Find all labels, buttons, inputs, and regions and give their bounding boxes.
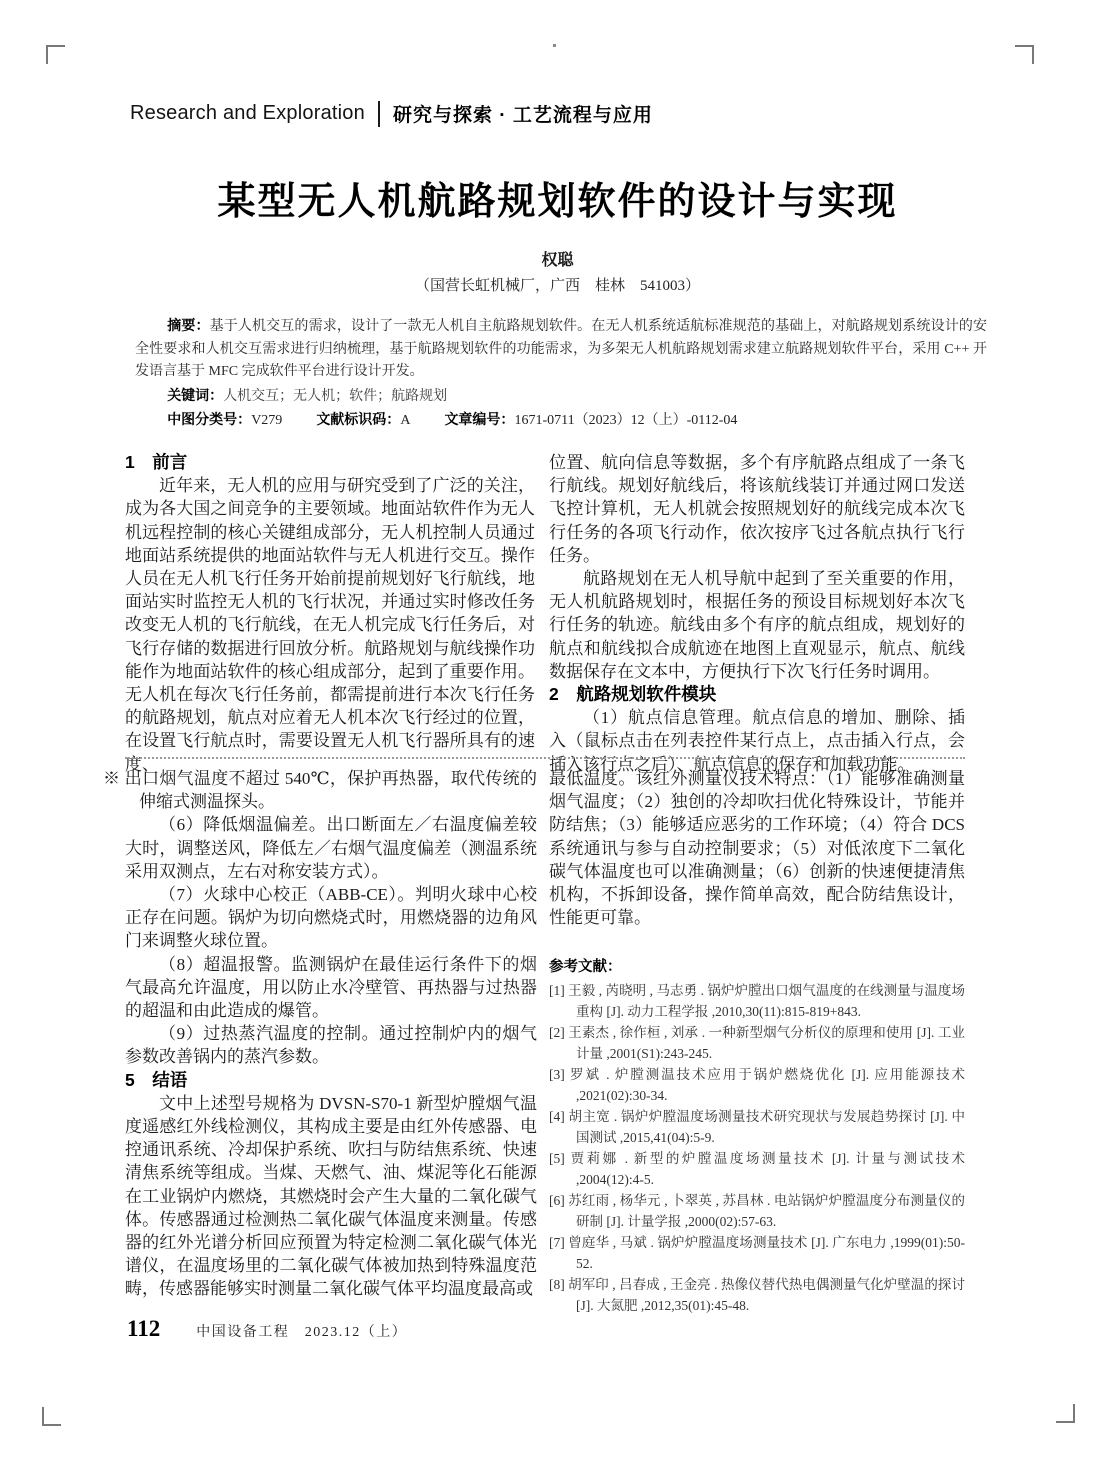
doc-code-label: 文献标识码： — [316, 411, 401, 427]
article-divider — [125, 757, 965, 759]
running-head-separator — [378, 101, 380, 127]
abstract-paragraph — [135, 314, 987, 384]
abstract-label: 摘要： — [167, 317, 210, 333]
running-head-chinese: 研究与探索 · 工艺流程与应用 — [392, 105, 653, 126]
author-name: 权聪 — [541, 252, 574, 269]
intro-paragraph-left: 近年来，无人机的应用与研究受到了广泛的关注，成为各大国之间竞争的主要领域。地面站软件作为无人机远程控制的核心关键组成部分，无人机控制人员通过地面站系统提供的地面站软件与无人机进行交互。操作人员在无人机飞行任务开始前提前规划好飞行航线，地面站实时监控无人机的飞行状况，并通过实时修改任务改变无人机的飞行航线，在无人机完成飞行任务后，对飞行存储的数据进行回放分析。航路规划与航线操作功能作为地面站软件的核心组成部分，起到了重要作用。无人机在每次飞行任务前，都需提前进行本次飞行任务的航路规划，航点对应着无人机本次飞行经过的位置，在设置飞行航点时，需要设置无人机飞行器所具有的速度、 — [125, 476, 535, 774]
item-6-paragraph: （6）降低烟温偏差。出口断面左／右温度偏差较大时，调整送风，降低左／右烟气温度偏差（测温系统采用双测点，左右对称安装方式）。 — [125, 815, 537, 881]
doc-code-value: A — [400, 413, 411, 428]
running-head — [130, 100, 653, 127]
crop-mark-top-left — [46, 45, 65, 64]
intro-paragraph-right: 位置、航向信息等数据，多个有序航路点组成了一条飞行航线。规划好航线后，将该航线装订并通过网口发送飞控计算机，无人机就会按照规划好的航线完成本次飞行任务的各项飞行动作，依次按序飞过各航点执行飞行任务。 — [549, 453, 965, 565]
reference-item: [1] 王毅 , 芮晓明 , 马志勇 . 锅炉炉膛出口烟气温度的在线测量与温度场重构 [J]. 动力工程学报 ,2010,30(11):815-819+843. — [549, 982, 965, 1019]
reference-item: [5] 贾莉娜 . 新型的炉膛温度场测量技术 [J]. 计量与测试技术 ,2004(12):4-5. — [549, 1150, 965, 1187]
article-meta-block — [135, 314, 987, 433]
keywords-line — [135, 384, 987, 409]
article-no-value: 1671-0711（2023）12（上）-0112-04 — [514, 413, 738, 428]
crop-mark-bottom-right — [1056, 1404, 1075, 1423]
references-heading: 参考文献： — [549, 959, 622, 976]
section-heading-5: 5 结语 — [125, 1069, 188, 1090]
footnote-marked-paragraph: ※ 出口烟气温度不超过 540℃，保护再热器，取代传统的伸缩式测温探头。 — [103, 769, 537, 812]
item-7-paragraph: （7）火球中心校正（ABB-CE）。判明火球中心校正存在问题。锅炉为切向燃烧式时，用燃烧器的边角风门来调整火球位置。 — [125, 885, 537, 951]
reference-item: [7] 曾庭华 , 马斌 . 锅炉炉膛温度场测量技术 [J]. 广东电力 ,1999(01):50-52. — [549, 1234, 965, 1271]
continued-column-left — [103, 767, 537, 1301]
conclusion-paragraph: 文中上述型号规格为 DVSN-S70-1 新型炉膛烟气温度遥感红外线检测仪，其构成主要是由红外传感器、电控通讯系统、冷却保护系统、吹扫与防结焦系统、快速清焦系统等组成。当煤、天燃气、油、煤泥等化石能源在工业锅炉内燃烧，其燃烧时会产生大量的二氧化碳气体。传感器通过检测热二氧化碳气体温度来测量。传感器的红外光谱分析回应预置为特定检测二氧化碳气体光谱仪，在温度场里的二氧化碳气体被加热到特殊温度范畴，传感器能够实时测量二氧化碳气体平均温度最高或 — [125, 1093, 537, 1299]
center-registration-dot — [553, 44, 556, 47]
running-head-english: Research and Exploration — [130, 102, 365, 124]
keywords-text: 人机交互；无人机；软件；航路规划 — [223, 388, 448, 404]
route-planning-paragraph: 航路规划在无人机导航中起到了至关重要的作用，无人机航路规划时，根据任务的预设目标规划好本次飞行任务的轨迹。航线由多个有序的航点组成，规划好的航点和航线拟合成航迹在地图上直观显示，航点、航线数据保存在文本中，方便执行下次飞行任务时调用。 — [549, 569, 965, 681]
page-footer — [127, 1316, 407, 1342]
keywords-label: 关键词： — [167, 386, 224, 403]
section-heading-1: 1 前言 — [125, 452, 188, 472]
item-9-paragraph: （9）过热蒸汽温度的控制。通过控制炉内的烟气参数改善锅内的蒸汽参数。 — [125, 1024, 537, 1067]
abstract-text: 基于人机交互的需求，设计了一款无人机自主航路规划软件。在无人机系统适航标准规范的基础上，对航路规划系统设计的安全性要求和人机交互需求进行归纳梳理，基于航路规划软件的功能需求，为多架无人机航路规划需求建立航路规划软件平台，采用 C++ 开发语言基于 MFC 完成软件平台进行设计开发。 — [135, 319, 988, 379]
item-8-paragraph: （8）超温报警。监测锅炉在最佳运行条件下的烟气最高允许温度，用以防止水冷壁管、再热器与过热器的超温和由此造成的爆管。 — [125, 954, 537, 1021]
body-column-left — [125, 451, 535, 776]
crop-mark-bottom-left — [42, 1407, 61, 1426]
author-affiliation: （国营长虹机械厂，广西 桂林 541003） — [414, 278, 700, 294]
clc-label: 中图分类号： — [167, 411, 252, 427]
body-column-right — [549, 451, 965, 776]
reference-item: [8] 胡军印 , 吕春成 , 王金亮 . 热像仪替代热电偶测量气化炉壁温的探讨 [J]. 大氮肥 ,2012,35(01):45-48. — [549, 1276, 965, 1313]
reference-item: [3] 罗斌 . 炉膛测温技术应用于锅炉燃烧优化 [J]. 应用能源技术 ,2021(02):30-34. — [549, 1066, 965, 1103]
continued-column-right — [549, 767, 965, 1316]
article-no-label: 文章编号： — [444, 411, 515, 427]
features-paragraph: 最低温度。该红外测量仪技术特点：（1）能够准确测量烟气温度；（2）独创的冷却吹扫优化特殊设计，节能并防结焦；（3）能够适应恶劣的工作环境；（4）符合 DCS 系统通讯与参与自动控制要求；（5）对低浓度下二氧化碳气体温度也可以准确测量；（6）创新的快速便捷清焦机构，不拆卸设备，操作简单高效，配合防结焦设计，性能更可靠。 — [549, 769, 965, 928]
reference-item: [6] 苏红雨 , 杨华元 , 卜翠英 , 苏昌林 . 电站锅炉炉膛温度分布测量仪的研制 [J]. 计量学报 ,2000(02):57-63. — [549, 1192, 965, 1229]
clc-value: V279 — [251, 413, 283, 428]
page-number: 112 — [127, 1316, 161, 1341]
reference-item: [2] 王素杰 , 徐作桓 , 刘承 . 一种新型烟气分析仪的原理和使用 [J]. 工业计量 ,2001(S1):243-245. — [549, 1024, 965, 1061]
classification-line — [135, 408, 987, 433]
section-heading-2: 2 航路规划软件模块 — [549, 684, 717, 705]
crop-mark-top-right — [1015, 45, 1034, 64]
article-title: 某型无人机航路规划软件的设计与实现 — [217, 181, 898, 223]
journal-name: 中国设备工程 2023.12（上） — [196, 1325, 408, 1340]
reference-item: [4] 胡主宽 . 锅炉炉膛温度场测量技术研究现状与发展趋势探讨 [J]. 中国测试 ,2015,41(04):5-9. — [549, 1108, 965, 1145]
software-module-paragraph: （1）航点信息管理。航点信息的增加、删除、插入（鼠标点击在列表控件某行点上，点击插入行点，会插入该行点之后）、航点信息的保存和加载功能。 — [549, 708, 965, 774]
